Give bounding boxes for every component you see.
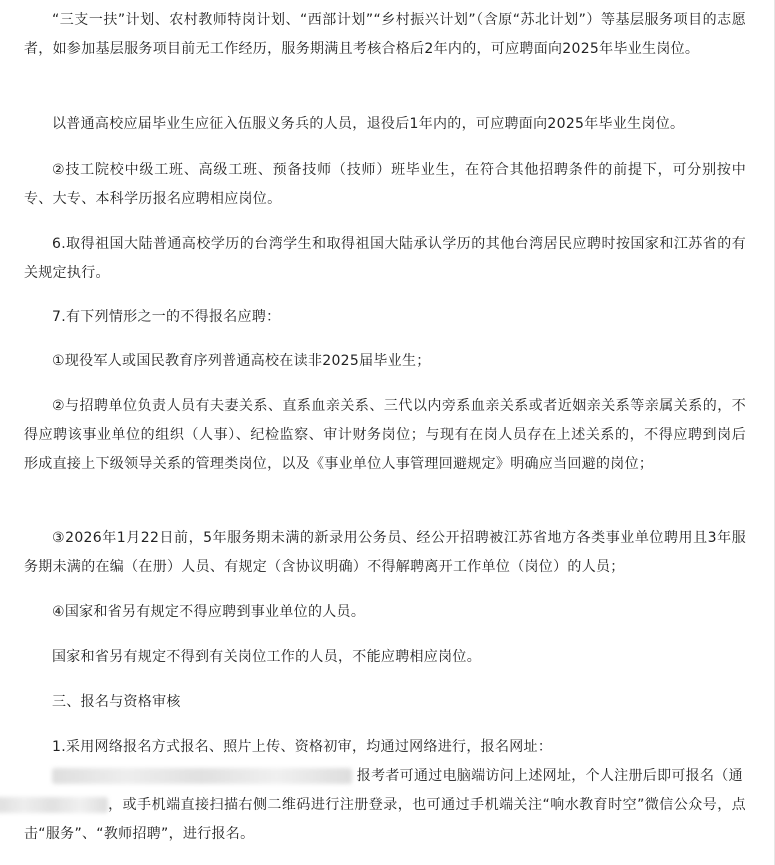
- paragraph-veterans: 以普通高校应届毕业生应征入伍服义务兵的人员，退役后1年内的，可应聘面向2025年毕业生岗位。: [52, 116, 685, 132]
- paragraph-volunteer-programs: “三支一扶”计划、农村教师特岗计划、“西部计划”“乡村振兴计划”（含原“苏北计划”）等基层服务项目的志愿者，如参加基层服务项目前无工作经历，服务期满且考核合格后2年内的，可应聘面向2025年毕业生岗位。: [24, 12, 746, 57]
- paragraph-technical-schools: ②技工院校中级工班、高级工班、预备技师（技师）班毕业生，在符合其他招聘条件的前提下，可分别按中专、大专、本科学历报名应聘相应岗位。: [24, 162, 746, 207]
- redacted-url: [52, 768, 352, 784]
- registration-text-part2: ，或手机端直接扫描右侧二维码进行注册登录，也可通过手机端关注“响水教育时空”微信公众号，点击“服务”、“教师招聘”，进行报名。: [24, 797, 746, 842]
- paragraph-exclusion-2: ②与招聘单位负责人员有夫妻关系、直系血亲关系、三代以内旁系血亲关系或者近姻亲关系等亲属关系的，不得应聘该事业单位的组织（人事）、纪检监察、审计财务岗位；与现有在岗人员存在上述关系的，不得应聘到岗后形成直接上下级领导关系的管理类岗位，以及《事业单位人事管理回避规定》明确应当回避的岗位；: [24, 398, 746, 472]
- paragraph-exclusions-heading: 7.有下列情形之一的不得报名应聘：: [52, 309, 281, 325]
- paragraph-registration-details: [24, 762, 746, 849]
- redacted-text: [0, 797, 108, 813]
- paragraph-exclusion-4: ④国家和省另有规定不得应聘到事业单位的人员。: [52, 604, 366, 620]
- registration-text-part1: 报考者可通过电脑端访问上述网址，个人注册后即可报名（通: [356, 768, 743, 784]
- paragraph-exclusion-1: ①现役军人或国民教育序列普通高校在读非2025届毕业生；: [52, 353, 431, 369]
- paragraph-registration-method: 1.采用网络报名方式报名、照片上传、资格初审，均通过网络进行，报名网址：: [52, 739, 553, 755]
- paragraph-exclusion-3: ③2026年1月22日前，5年服务期未满的新录用公务员、经公开招聘被江苏省地方各类事业单位聘用且3年服务期未满的在编（在册）人员、有规定（含协议明确）不得解聘离开工作单位（岗位）的人员；: [24, 530, 746, 575]
- paragraph-taiwan-students: 6.取得祖国大陆普通高校学历的台湾学生和取得祖国大陆承认学历的其他台湾居民应聘时按国家和江苏省的有关规定执行。: [24, 236, 746, 281]
- section-heading-registration: 三、报名与资格审核: [52, 694, 181, 710]
- paragraph-other-restrictions: 国家和省另有规定不得到有关岗位工作的人员，不能应聘相应岗位。: [52, 649, 481, 665]
